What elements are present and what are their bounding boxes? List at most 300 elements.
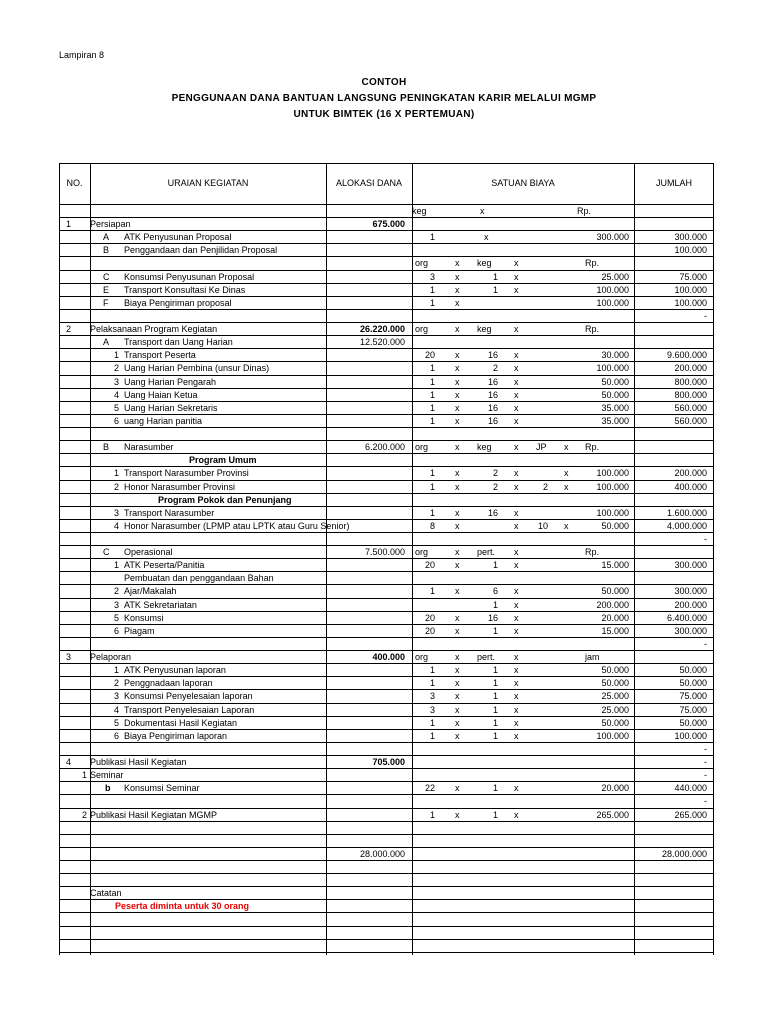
table-cell: Transport dan Uang Harian — [124, 337, 233, 347]
table-cell: ATK Penyusunan Proposal — [124, 232, 232, 242]
table-cell: x — [564, 521, 569, 531]
table-cell: 3 — [113, 508, 119, 518]
table-cell: 22 — [424, 783, 435, 793]
table-cell: x — [514, 600, 519, 610]
table-cell: 100.000 — [674, 245, 707, 255]
table-cell: 1 — [429, 285, 435, 295]
table-cell: 1 — [429, 810, 435, 820]
table-cell: 25.000 — [601, 691, 629, 701]
table-cell: 4 — [66, 757, 72, 767]
table-cell: 2 — [492, 482, 498, 492]
table-cell: x — [514, 482, 519, 492]
table-cell: 1 — [492, 626, 498, 636]
table-cell: - — [704, 796, 707, 806]
table-cell: x — [455, 626, 460, 636]
table-cell: 440.000 — [674, 783, 707, 793]
table-cell: 6 — [113, 416, 119, 426]
table-cell: x — [455, 377, 460, 387]
table-cell: b — [105, 783, 111, 793]
table-cell: org — [415, 547, 429, 557]
table-cell: 1 — [429, 390, 435, 400]
table-cell: Rp. — [585, 258, 600, 268]
table-cell: 200.000 — [674, 468, 707, 478]
table-cell: - — [704, 744, 707, 754]
table-cell: Publikasi Hasil Kegiatan MGMP — [90, 810, 218, 820]
table-cell: 1 — [429, 665, 435, 675]
table-cell: x — [455, 442, 460, 452]
table-cell: Konsumsi Penyelesaian laporan — [124, 691, 253, 701]
table-cell: Peserta diminta untuk 30 orang — [115, 901, 250, 911]
table-cell: x — [455, 731, 460, 741]
table-cell: Transport Konsultasi Ke Dinas — [124, 285, 246, 295]
table-cell: 1 — [113, 665, 119, 675]
attachment-label: Lampiran 8 — [59, 50, 105, 60]
table-cell: Dokumentasi Hasil Kegiatan — [124, 718, 238, 728]
table-cell: x — [514, 521, 519, 531]
row-divider — [59, 886, 714, 887]
table-cell: x — [455, 403, 460, 413]
row-divider — [59, 742, 714, 743]
table-cell: Uang Harian Pengarah — [124, 377, 217, 387]
document-subtitle-2: UNTUK BIMTEK (16 X PERTEMUAN) — [293, 109, 475, 120]
table-cell: Pelaksanaan Program Kegiatan — [90, 324, 218, 334]
table-cell: Ajar/Makalah — [124, 586, 177, 596]
table-cell: Piagam — [124, 626, 155, 636]
table-cell: 705.000 — [372, 757, 405, 767]
table-cell: 4 — [113, 705, 119, 715]
table-cell: 1 — [429, 363, 435, 373]
table-cell: x — [514, 810, 519, 820]
table-cell: 16 — [487, 390, 498, 400]
table-cell: x — [455, 652, 460, 662]
table-cell: F — [103, 298, 109, 308]
table-cell: 1 — [429, 468, 435, 478]
table-cell: x — [455, 705, 460, 715]
table-cell: pert. — [477, 652, 496, 662]
table-cell: E — [103, 285, 110, 295]
table-cell: - — [704, 534, 707, 544]
table-cell: 6.400.000 — [666, 613, 707, 623]
table-cell: 75.000 — [679, 691, 707, 701]
table-cell: keg — [477, 442, 492, 452]
table-cell: x — [514, 626, 519, 636]
table-cell: x — [455, 468, 460, 478]
table-cell: x — [455, 521, 460, 531]
table-cell: 25.000 — [601, 272, 629, 282]
table-cell: x — [455, 613, 460, 623]
table-cell: 400.000 — [372, 652, 405, 662]
table-cell: 75.000 — [679, 272, 707, 282]
table-cell: 50.000 — [601, 586, 629, 596]
table-cell: 560.000 — [674, 403, 707, 413]
table-cell: 50.000 — [601, 678, 629, 688]
table-cell: 1 — [492, 731, 498, 741]
table-cell: 1 — [492, 691, 498, 701]
table-cell: 560.000 — [674, 416, 707, 426]
table-cell: 50.000 — [601, 377, 629, 387]
table-cell: x — [514, 350, 519, 360]
table-cell: 4 — [113, 390, 119, 400]
table-cell: 1 — [492, 272, 498, 282]
table-cell: 100.000 — [596, 468, 629, 478]
table-cell: 1 — [429, 232, 435, 242]
table-cell: C — [103, 272, 110, 282]
table-cell: jam — [585, 652, 600, 662]
table-cell: B — [103, 245, 110, 255]
table-cell: 20.000 — [601, 613, 629, 623]
table-cell: 800.000 — [674, 377, 707, 387]
table-cell: ATK Sekretariatan — [124, 600, 197, 610]
row-divider — [59, 637, 714, 638]
table-cell: x — [564, 468, 569, 478]
table-cell: 100.000 — [596, 363, 629, 373]
table-cell: org — [415, 258, 429, 268]
table-cell: 2 — [542, 482, 548, 492]
table-cell: x — [564, 442, 569, 452]
table-cell: 16 — [487, 416, 498, 426]
table-cell: 12.520.000 — [359, 337, 405, 347]
table-cell: 3 — [429, 691, 435, 701]
table-cell: 100.000 — [596, 482, 629, 492]
table-cell: Honor Narasumber Provinsi — [124, 482, 236, 492]
table-cell: Rp. — [585, 547, 600, 557]
row-divider — [59, 453, 714, 454]
table-cell: x — [514, 731, 519, 741]
table-cell: 1 — [492, 600, 498, 610]
table-cell: 400.000 — [674, 482, 707, 492]
row-divider — [59, 204, 714, 205]
table-cell: Narasumber — [124, 442, 174, 452]
table-cell: 35.000 — [601, 403, 629, 413]
table-cell: org — [415, 442, 429, 452]
table-cell: x — [455, 560, 460, 570]
table-cell: 3 — [113, 600, 119, 610]
table-cell: 3 — [66, 652, 72, 662]
table-cell: Konsumsi Seminar — [124, 783, 200, 793]
table-cell: 35.000 — [601, 416, 629, 426]
table-cell: 2 — [113, 586, 119, 596]
column-divider — [412, 163, 413, 955]
row-divider — [59, 821, 714, 822]
table-cell: x — [514, 783, 519, 793]
table-cell: 100.000 — [596, 298, 629, 308]
table-cell: 300.000 — [674, 560, 707, 570]
table-cell: 25.000 — [601, 705, 629, 715]
table-cell: 100.000 — [596, 285, 629, 295]
table-cell: x — [455, 285, 460, 295]
table-cell: 4 — [113, 521, 119, 531]
table-cell: 200.000 — [596, 600, 629, 610]
table-cell: Catatan — [90, 888, 122, 898]
table-cell: x — [455, 350, 460, 360]
table-cell: 1 — [492, 678, 498, 688]
table-cell: Biaya Pengiriman laporan — [124, 731, 228, 741]
table-cell: 1 — [113, 560, 119, 570]
table-cell: Program Umum — [189, 455, 257, 465]
table-cell: Uang Harian Pembina (unsur Dinas) — [124, 363, 270, 373]
row-divider — [59, 952, 714, 953]
document-title: CONTOH — [361, 77, 407, 88]
table-cell: 20 — [424, 350, 435, 360]
table-cell: 300.000 — [674, 626, 707, 636]
table-cell: Rp. — [576, 206, 591, 216]
table-cell: x — [480, 206, 485, 216]
table-cell: x — [514, 377, 519, 387]
table-cell: Penggnadaan laporan — [124, 678, 213, 688]
table-cell: x — [514, 560, 519, 570]
table-cell: 100.000 — [596, 508, 629, 518]
table-cell: 26.220.000 — [359, 324, 405, 334]
table-cell: Pembuatan dan penggandaan Bahan — [124, 573, 274, 583]
table-cell: 75.000 — [679, 705, 707, 715]
table-cell: 16 — [487, 613, 498, 623]
table-cell: 50.000 — [601, 718, 629, 728]
table-cell: - — [704, 757, 707, 767]
table-cell: x — [564, 482, 569, 492]
row-divider — [59, 427, 714, 428]
table-cell: x — [455, 298, 460, 308]
table-cell: 1 — [429, 678, 435, 688]
table-cell: Honor Narasumber (LPMP atau LPTK atau Guru Senior) — [124, 521, 350, 531]
table-cell: uang Harian panitia — [124, 416, 203, 426]
table-cell: 1 — [429, 403, 435, 413]
table-cell: x — [514, 324, 519, 334]
table-cell: x — [514, 258, 519, 268]
table-cell: x — [455, 691, 460, 701]
table-cell: 4.000.000 — [666, 521, 707, 531]
table-cell: 1 — [492, 560, 498, 570]
table-cell: 1 — [429, 508, 435, 518]
row-divider — [59, 794, 714, 795]
table-cell: x — [455, 508, 460, 518]
table-cell: Program Pokok dan Penunjang — [158, 495, 292, 505]
table-cell: pert. — [477, 547, 496, 557]
row-divider — [59, 256, 714, 257]
table-cell: x — [455, 390, 460, 400]
table-cell: 9.600.000 — [666, 350, 707, 360]
table-cell: 7.500.000 — [364, 547, 405, 557]
table-cell: Rp. — [585, 442, 600, 452]
table-cell: 1 — [492, 665, 498, 675]
budget-table — [59, 163, 714, 955]
table-cell: x — [514, 403, 519, 413]
table-cell: 100.000 — [674, 285, 707, 295]
table-cell: 20 — [424, 560, 435, 570]
table-cell: x — [514, 586, 519, 596]
table-cell: 100.000 — [596, 731, 629, 741]
table-cell: x — [514, 613, 519, 623]
table-cell: x — [455, 363, 460, 373]
table-cell: - — [704, 311, 707, 321]
table-cell: 2 — [66, 324, 72, 334]
table-cell: 50.000 — [601, 390, 629, 400]
header-satuan: SATUAN BIAYA — [491, 178, 555, 188]
table-cell: x — [514, 691, 519, 701]
table-cell: 6 — [113, 626, 119, 636]
table-cell: org — [415, 324, 429, 334]
header-no: NO. — [66, 178, 83, 188]
table-cell: 1 — [429, 586, 435, 596]
table-cell: x — [455, 810, 460, 820]
table-cell: Konsumsi Penyusunan Proposal — [124, 272, 255, 282]
table-cell: 5 — [113, 403, 119, 413]
table-cell: Rp. — [585, 324, 600, 334]
table-cell: 675.000 — [372, 219, 405, 229]
table-cell: 15.000 — [601, 626, 629, 636]
table-cell: 3 — [113, 691, 119, 701]
table-cell: org — [415, 652, 429, 662]
row-divider — [59, 163, 714, 164]
table-cell: x — [514, 718, 519, 728]
table-cell: x — [455, 416, 460, 426]
table-cell: 300.000 — [674, 586, 707, 596]
table-cell: 15.000 — [601, 560, 629, 570]
table-cell: 1 — [492, 783, 498, 793]
header-alokasi: ALOKASI DANA — [335, 178, 403, 188]
table-cell: x — [514, 468, 519, 478]
table-cell: 5 — [113, 718, 119, 728]
table-cell: Transport Penyelesaian Laporan — [124, 705, 255, 715]
table-cell: 300.000 — [674, 232, 707, 242]
table-cell: 1 — [492, 285, 498, 295]
row-divider — [59, 309, 714, 310]
table-cell: x — [514, 652, 519, 662]
table-cell: 2 — [492, 363, 498, 373]
table-cell: x — [514, 547, 519, 557]
table-cell: 1 — [492, 810, 498, 820]
table-cell: x — [455, 547, 460, 557]
row-divider — [59, 873, 714, 874]
table-cell: 1 — [66, 219, 72, 229]
table-cell: x — [514, 442, 519, 452]
table-cell: x — [455, 482, 460, 492]
table-cell: 16 — [487, 508, 498, 518]
table-cell: keg — [477, 324, 492, 334]
table-cell: 6.200.000 — [364, 442, 405, 452]
table-cell: Seminar — [90, 770, 124, 780]
table-cell: - — [704, 639, 707, 649]
table-cell: 50.000 — [679, 678, 707, 688]
table-cell: 50.000 — [679, 718, 707, 728]
table-cell: 16 — [487, 403, 498, 413]
column-divider — [59, 163, 60, 955]
row-divider — [59, 926, 714, 927]
table-cell: 8 — [429, 521, 435, 531]
table-cell: 265.000 — [674, 810, 707, 820]
table-cell: 1 — [429, 416, 435, 426]
table-cell: x — [514, 416, 519, 426]
table-cell: 1 — [429, 718, 435, 728]
table-cell: keg — [477, 258, 492, 268]
row-divider — [59, 939, 714, 940]
table-cell: A — [103, 232, 110, 242]
table-cell: x — [514, 390, 519, 400]
table-cell: 1 — [492, 705, 498, 715]
column-divider — [90, 163, 91, 955]
table-cell: 3 — [429, 705, 435, 715]
table-cell: 30.000 — [601, 350, 629, 360]
table-cell: 20 — [424, 613, 435, 623]
row-divider — [59, 768, 714, 769]
row-divider — [59, 912, 714, 913]
table-cell: 2 — [113, 482, 119, 492]
table-cell: ATK Peserta/Panitia — [124, 560, 205, 570]
column-divider — [326, 163, 327, 955]
table-cell: 2 — [113, 678, 119, 688]
table-cell: x — [514, 272, 519, 282]
table-cell: ATK Penyusunan laporan — [124, 665, 226, 675]
table-cell: 1 — [81, 770, 87, 780]
table-cell: 6 — [113, 731, 119, 741]
table-cell: 1 — [113, 350, 119, 360]
table-cell: 100.000 — [674, 298, 707, 308]
table-cell: x — [514, 705, 519, 715]
table-cell: x — [514, 678, 519, 688]
table-cell: 16 — [487, 350, 498, 360]
row-divider — [59, 860, 714, 861]
table-cell: 2 — [81, 810, 87, 820]
table-cell: 2 — [492, 468, 498, 478]
table-cell: 1 — [113, 468, 119, 478]
table-cell: Konsumsi — [124, 613, 164, 623]
table-cell: 50.000 — [679, 665, 707, 675]
table-cell: x — [455, 783, 460, 793]
table-cell: 100.000 — [674, 731, 707, 741]
table-cell: x — [514, 285, 519, 295]
table-cell: 50.000 — [601, 521, 629, 531]
table-cell: x — [514, 665, 519, 675]
table-cell: Transport Narasumber Provinsi — [124, 468, 249, 478]
table-cell: x — [484, 232, 489, 242]
table-cell: x — [514, 508, 519, 518]
table-cell: keg — [412, 206, 427, 216]
table-cell: 20.000 — [601, 783, 629, 793]
row-divider — [59, 834, 714, 835]
table-cell: x — [455, 718, 460, 728]
table-cell: 1 — [429, 298, 435, 308]
table-cell: Biaya Pengiriman proposal — [124, 298, 232, 308]
table-cell: 3 — [113, 377, 119, 387]
table-cell: A — [103, 337, 110, 347]
header-uraian: URAIAN KEGIATAN — [167, 178, 249, 188]
table-cell: x — [455, 324, 460, 334]
table-cell: JP — [536, 442, 547, 452]
table-cell: 6 — [492, 586, 498, 596]
table-cell: 1 — [429, 377, 435, 387]
table-cell: - — [704, 770, 707, 780]
table-cell: 50.000 — [601, 665, 629, 675]
table-cell: x — [455, 586, 460, 596]
table-cell: C — [103, 547, 110, 557]
table-cell: Pelaporan — [90, 652, 132, 662]
table-cell: 16 — [487, 377, 498, 387]
table-cell: 2 — [113, 363, 119, 373]
table-cell: 300.000 — [596, 232, 629, 242]
table-cell: Transport Narasumber — [124, 508, 215, 518]
table-cell: Penggandaan dan Penjilidan Proposal — [124, 245, 278, 255]
table-cell: Publikasi Hasil Kegiatan — [90, 757, 187, 767]
table-cell: x — [455, 678, 460, 688]
row-divider — [59, 532, 714, 533]
table-cell: 3 — [429, 272, 435, 282]
table-cell: 800.000 — [674, 390, 707, 400]
column-divider — [634, 163, 635, 955]
table-cell: 1 — [429, 482, 435, 492]
table-cell: 20 — [424, 626, 435, 636]
table-cell: 1 — [492, 718, 498, 728]
table-cell: Operasional — [124, 547, 173, 557]
table-cell: x — [455, 258, 460, 268]
